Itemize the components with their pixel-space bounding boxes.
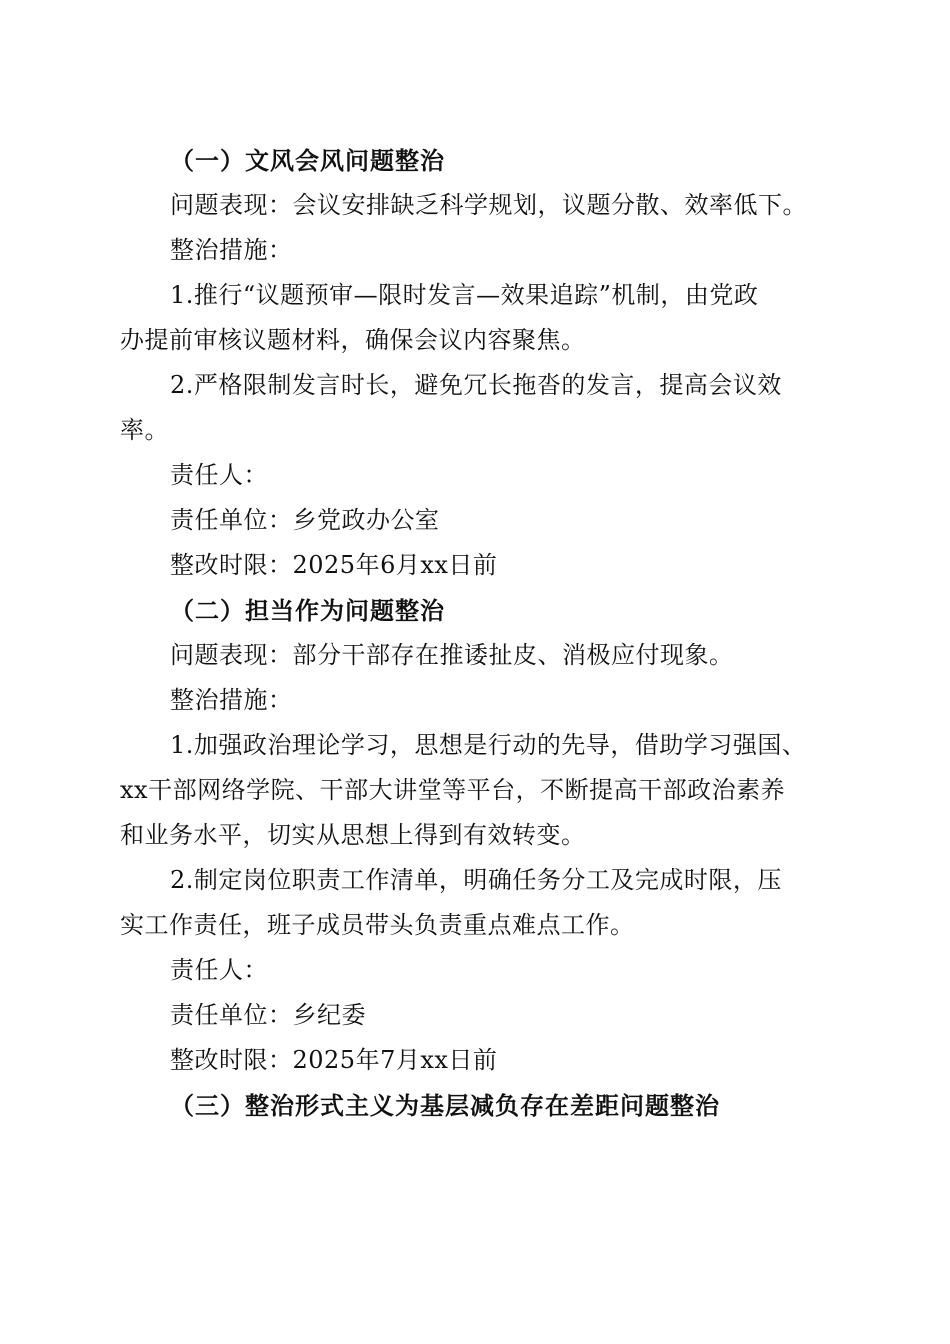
document-body <box>120 138 830 1128</box>
section-1-problem: 问题表现：会议安排缺乏科学规划，议题分散、效率低下。 <box>170 191 807 219</box>
section-1-heading: （一）文风会风问题整治 <box>170 146 445 175</box>
section-2-measure-1-line-2: xx干部网络学院、干部大讲堂等平台，不断提高干部政治素养 <box>120 776 786 804</box>
section-2-heading: （二）担当作为问题整治 <box>170 596 445 625</box>
section-2-measure-2-line-1: 2.制定岗位职责工作清单，明确任务分工及完成时限，压 <box>170 866 782 894</box>
section-1-measure-1-line-2: 办提前审核议题材料，确保会议内容聚焦。 <box>120 326 586 354</box>
section-1-responsible-person: 责任人： <box>170 461 268 489</box>
section-1-measures-label: 整治措施： <box>170 236 293 264</box>
section-1-deadline: 整改时限：2025年6月xx日前 <box>170 551 498 579</box>
section-2-measures-label: 整治措施： <box>170 686 293 714</box>
section-2-responsible-unit: 责任单位：乡纪委 <box>170 1001 366 1029</box>
section-2-measure-2-line-2: 实工作责任，班子成员带头负责重点难点工作。 <box>120 911 635 939</box>
section-3-heading: （三）整治形式主义为基层减负存在差距问题整治 <box>170 1091 720 1120</box>
section-2-measure-1-line-1: 1.加强政治理论学习，思想是行动的先导，借助学习强国、 <box>170 731 807 759</box>
section-2-responsible-person: 责任人： <box>170 956 268 984</box>
section-2-problem: 问题表现：部分干部存在推诿扯皮、消极应付现象。 <box>170 641 734 669</box>
section-1-measure-2-line-1: 2.严格限制发言时长，避免冗长拖沓的发言，提高会议效 <box>170 371 782 399</box>
section-1-measure-2-line-2: 率。 <box>120 416 169 444</box>
section-2-measure-1-line-3: 和业务水平，切实从思想上得到有效转变。 <box>120 821 586 849</box>
section-2-deadline: 整改时限：2025年7月xx日前 <box>170 1046 498 1074</box>
section-1-measure-1-line-1: 1.推行“议题预审—限时发言—效果追踪”机制，由党政 <box>170 281 759 309</box>
section-1-responsible-unit: 责任单位：乡党政办公室 <box>170 506 440 534</box>
